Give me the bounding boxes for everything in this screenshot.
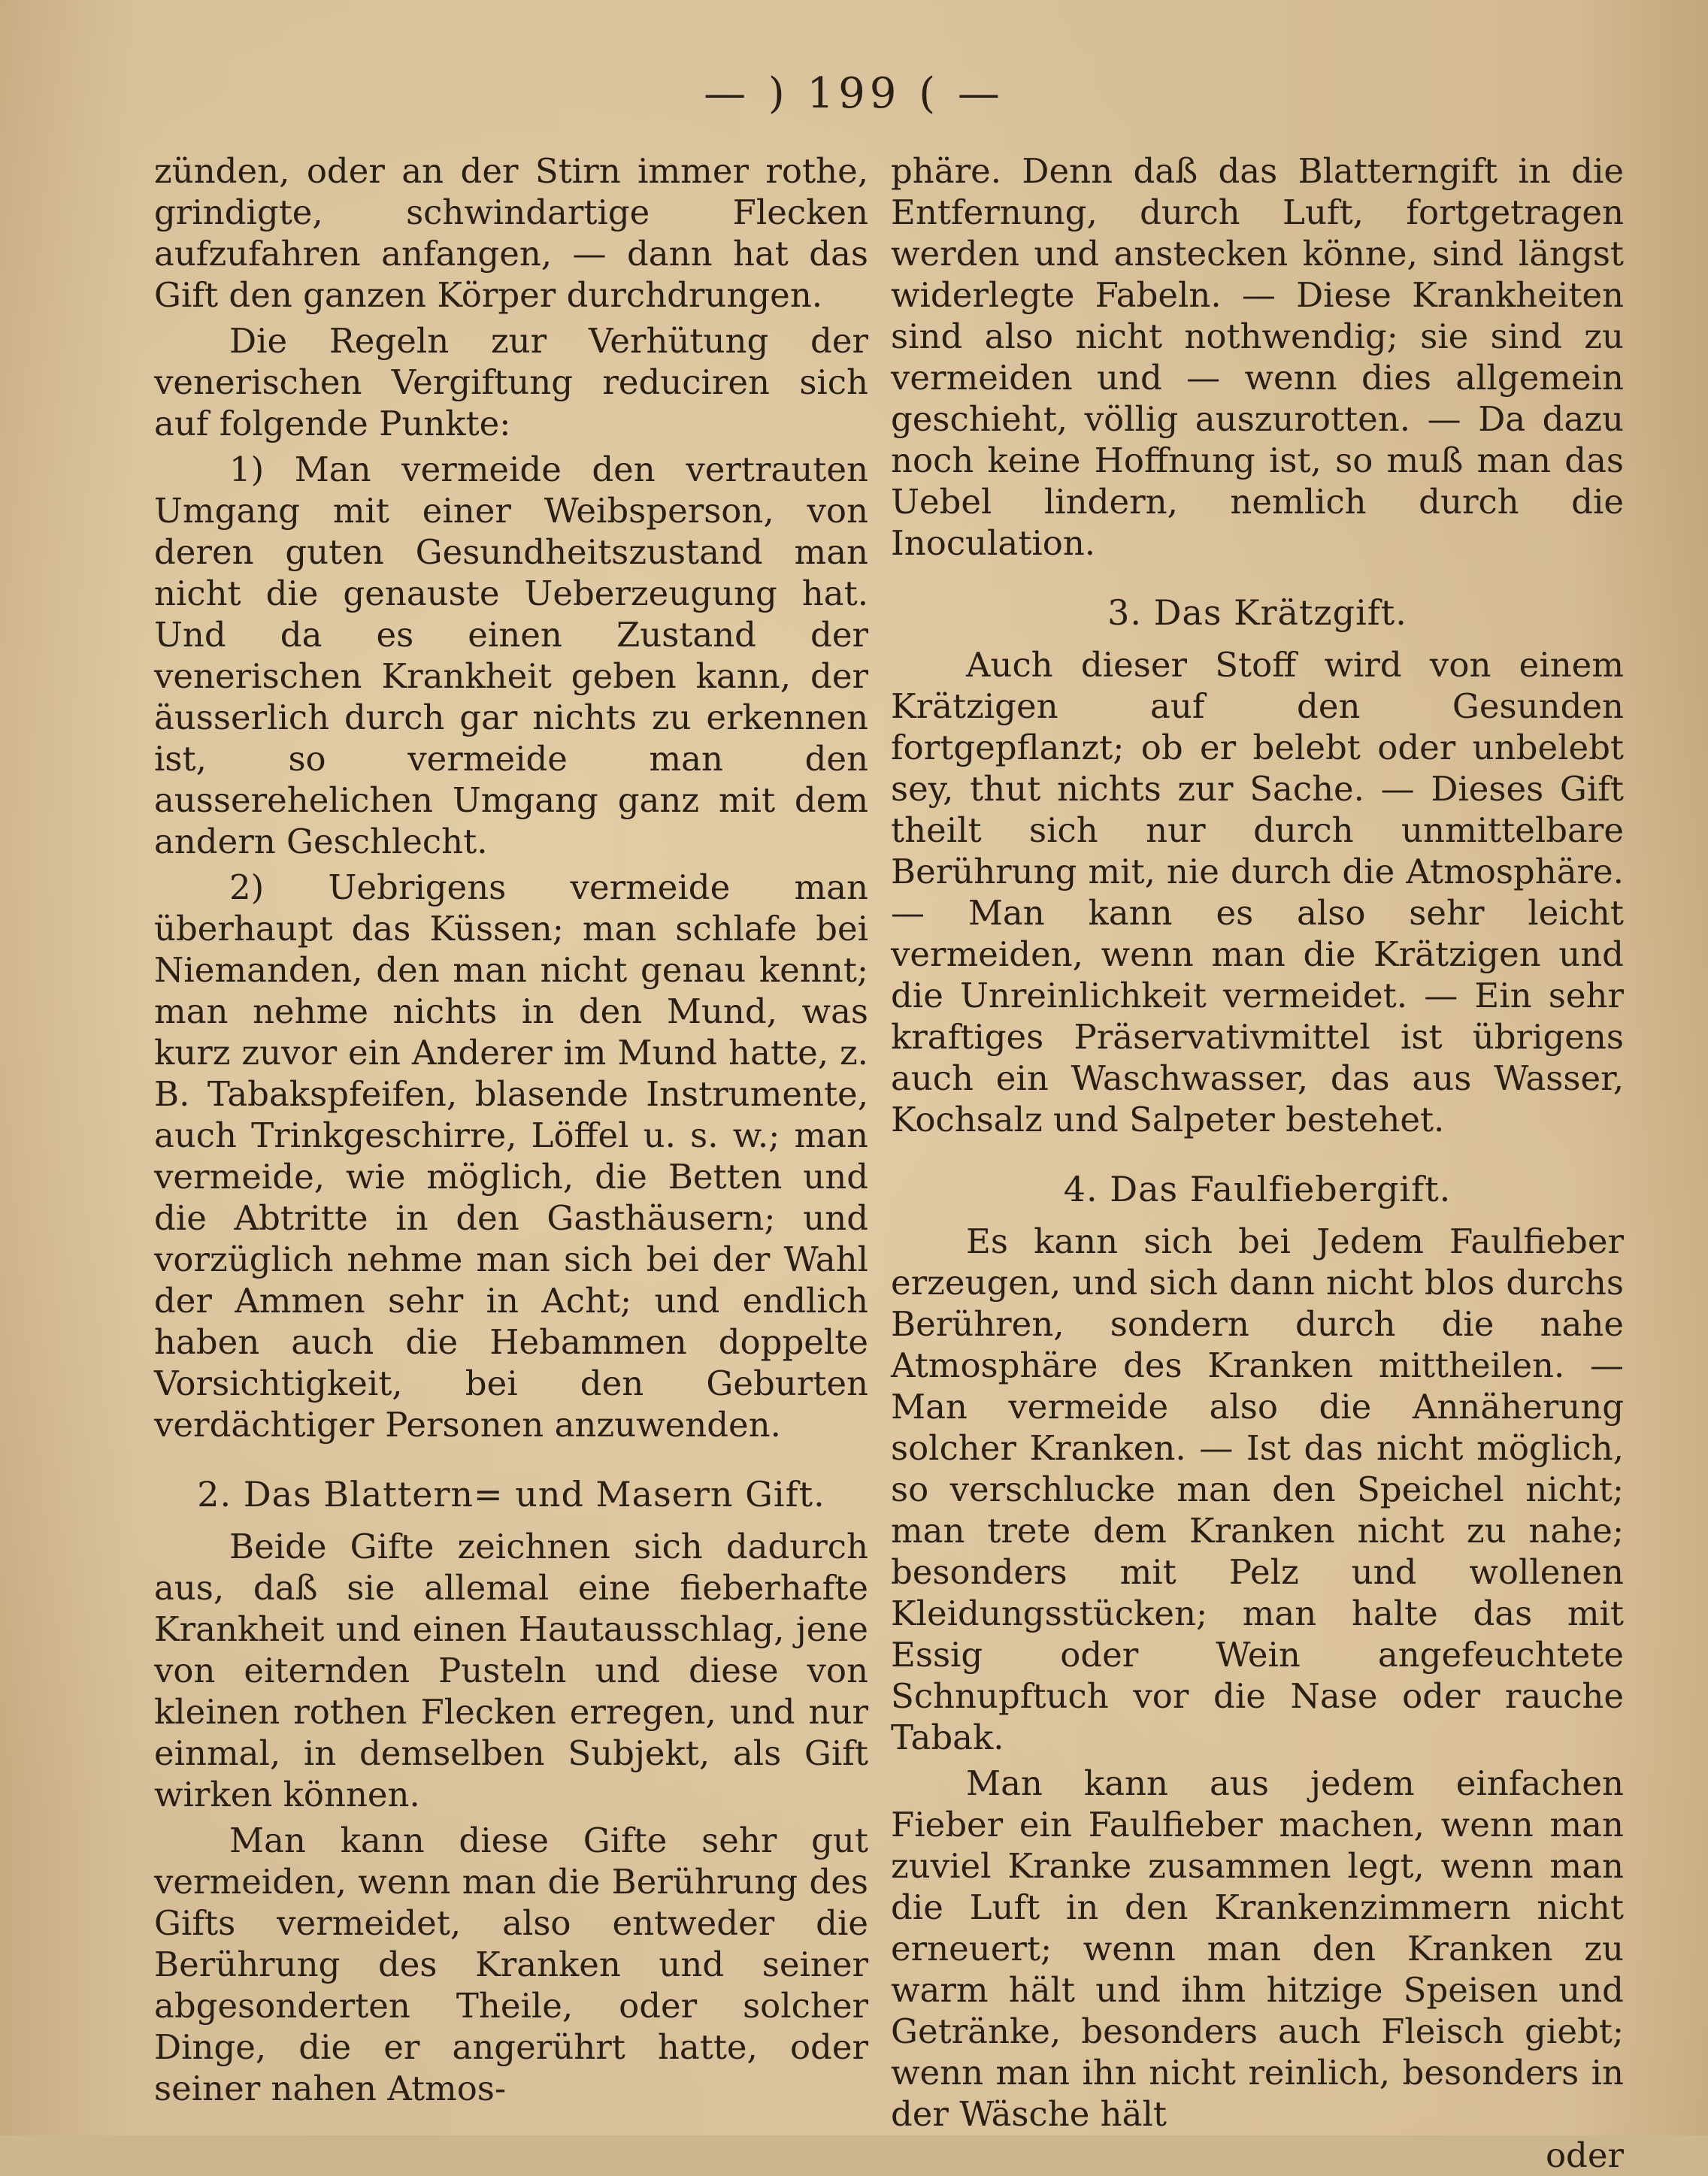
section-3-title: 3. Das Krätzgift. <box>1107 592 1407 633</box>
right-paragraph-2: Auch dieser Stoff wird von einem Krätzigen auf den Gesunden fortgepflanzt; ob er belebt oder unbelebt sey, thut nichts zur Sache. — Dieses Gift theilt sich nur durch unmittelbare Berührung mit, nie durch die Atmosphäre. — Man kann es also sehr leicht vermeiden, wenn man die Krätzigen und die Unreinlichkeit vermeidet. — Ein sehr kraftiges Präservativmittel ist übrigens auch ein Waschwasser, das aus Wasser, Kochsalz und Salpeter bestehet. <box>891 645 1624 1139</box>
right-paragraph-4: Man kann aus jedem einfachen Fieber ein Faulfieber machen, wenn man zuviel Kranke zusammen legt, wenn man die Luft in den Krankenzimmern nicht erneuert; wenn man den Kranken zu warm hält und ihm hitzige Speisen und Getränke, besonders auch Fleisch giebt; wenn man ihn nicht reinlich, besonders in der Wäsche hält <box>891 1763 1624 2134</box>
right-paragraph-3: Es kann sich bei Jedem Faulfieber erzeugen, und sich dann nicht blos durchs Berühren, sondern durch die nahe Atmosphäre des Kranken mittheilen. — Man vermeide also die Annäherung solcher Kranken. — Ist das nicht möglich, so verschlucke man den Speichel nicht; man trete dem Kranken nicht zu nahe; besonders mit Pelz und wollenen Kleidungsstücken; man halte das mit Essig oder Wein angefeuchtete Schnupftuch vor die Nase oder rauche Tabak. <box>891 1221 1624 1757</box>
page-number-header: — ) 199 ( — <box>704 69 1004 118</box>
left-paragraph-1: zünden, oder an der Stirn immer rothe, grindigte, schwindartige Flecken aufzufahren anfangen, — dann hat das Gift den ganzen Körper durchdrungen. <box>154 151 868 315</box>
left-paragraph-2: Die Regeln zur Verhütung der venerischen Vergiftung reduciren sich auf folgende Punkte: <box>154 321 868 443</box>
right-column <box>891 150 1624 2176</box>
right-paragraph-1: phäre. Denn daß das Blatterngift in die Entfernung, durch Luft, fortgetragen werden und anstecken könne, sind längst widerlegte Fabeln. — Diese Krankheiten sind also nicht nothwendig; sie sind zu vermeiden und — wenn dies allgemein geschieht, völlig auszurotten. — Da dazu noch keine Hoffnung ist, so muß man das Uebel lindern, nemlich durch die Inoculation. <box>891 151 1624 563</box>
left-paragraph-4: 2) Uebrigens vermeide man überhaupt das Küssen; man schlafe bei Niemanden, den man nicht genau kennt; man nehme nichts in den Mund, was kurz zuvor ein Anderer im Mund hatte, z. B. Tabakspfeifen, blasende Instrumente, auch Trinkgeschirre, Löffel u. s. w.; man vermeide, wie möglich, die Betten und die Abtritte in den Gasthäusern; und vorzüglich nehme man sich bei der Wahl der Ammen sehr in Acht; und endlich haben auch die Hebammen doppelte Vorsichtigkeit, bei den Geburten verdächtiger Personen anzuwenden. <box>154 867 868 1445</box>
section-4-title: 4. Das Faulfiebergift. <box>1063 1169 1452 1209</box>
section-2-title: 2. Das Blattern= und Masern Gift. <box>197 1474 825 1515</box>
catchword: oder <box>1545 2135 1624 2175</box>
left-paragraph-6: Man kann diese Gifte sehr gut vermeiden, wenn man die Berührung des Gifts vermeidet, also entweder die Berührung des Kranken und seiner abgesonderten Theile, oder solcher Dinge, die er angerührt hatte, oder seiner nahen Atmos- <box>154 1820 868 2108</box>
left-column <box>154 150 868 2109</box>
left-paragraph-5: Beide Gifte zeichnen sich dadurch aus, daß sie allemal eine fieberhafte Krankheit und einen Hautausschlag, jene von eiternden Pusteln und diese von kleinen rothen Flecken erregen, und nur einmal, in demselben Subjekt, als Gift wirken können. <box>154 1527 868 1814</box>
left-paragraph-3: 1) Man vermeide den vertrauten Umgang mit einer Weibsperson, von deren guten Gesundheitszustand man nicht die genauste Ueberzeugung hat. Und da es einen Zustand der venerischen Krankheit geben kann, der äusserlich durch gar nichts zu erkennen ist, so vermeide man den ausserehelichen Umgang ganz mit dem andern Geschlecht. <box>154 449 868 861</box>
